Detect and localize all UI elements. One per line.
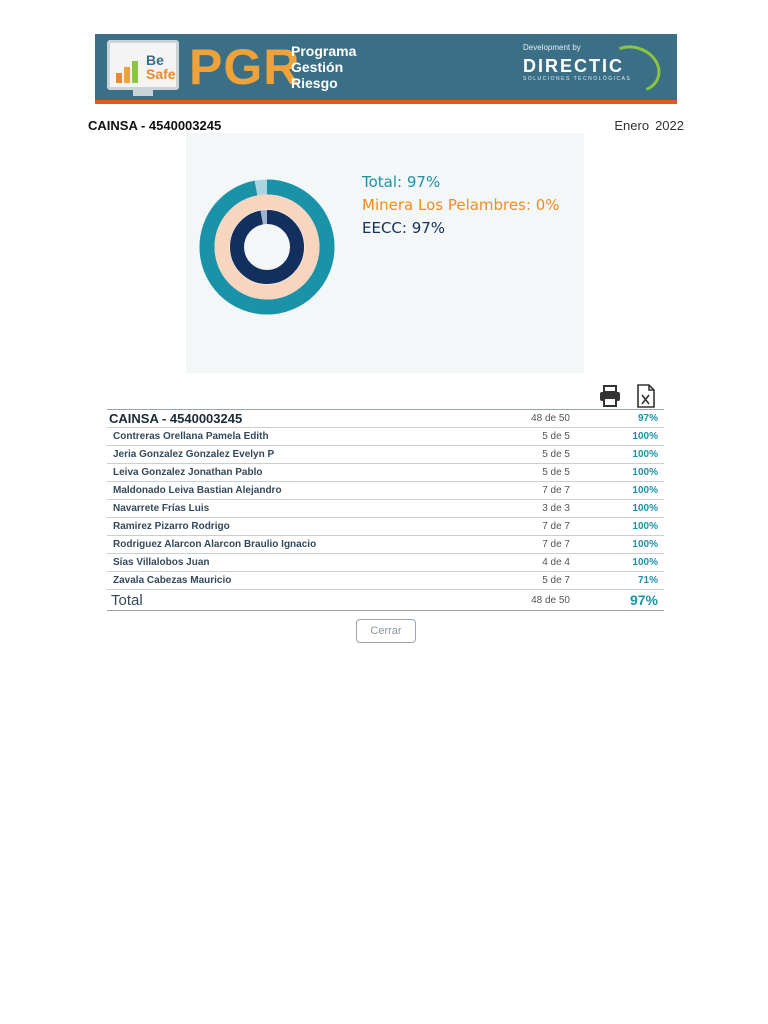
logo-line-2: Safe <box>146 66 176 82</box>
cell-count: 5 de 7 <box>474 572 612 590</box>
chart-panel <box>186 133 584 373</box>
close-button[interactable]: Cerrar <box>356 619 416 643</box>
table-row <box>107 572 664 590</box>
table-row <box>107 518 664 536</box>
cell-name: Contreras Orellana Pamela Edith <box>107 428 474 446</box>
cell-name: Maldonado Leiva Bastian Alejandro <box>107 482 474 500</box>
cell-count: 5 de 5 <box>474 428 612 446</box>
total-count: 48 de 50 <box>474 590 612 611</box>
cell-name: Rodriguez Alarcon Alarcon Braulio Ignacio <box>107 536 474 554</box>
results-table <box>107 409 664 611</box>
pgr-sub-line: Gestión <box>291 59 344 75</box>
table-row <box>107 446 664 464</box>
cell-name: Leiva Gonzalez Jonathan Pablo <box>107 464 474 482</box>
period-month: Enero <box>614 118 650 133</box>
period-year: 2022 <box>655 118 684 133</box>
table-total-row <box>107 590 664 611</box>
directic-arc-icon <box>599 38 667 100</box>
legend-minera: Minera Los Pelambres: 0% <box>362 196 560 214</box>
cell-count: 7 de 7 <box>474 482 612 500</box>
ring-value-2 <box>237 217 297 277</box>
table-row <box>107 536 664 554</box>
report-period <box>614 118 684 133</box>
cell-count: 7 de 7 <box>474 518 612 536</box>
cell-count: 4 de 4 <box>474 554 612 572</box>
cell-pct: 71% <box>612 572 664 590</box>
cell-name: Jeria Gonzalez Gonzalez Evelyn P <box>107 446 474 464</box>
cell-pct: 100% <box>612 482 664 500</box>
pgr-logo: PGR <box>189 39 301 95</box>
cell-pct: 100% <box>612 464 664 482</box>
cell-pct: 100% <box>612 554 664 572</box>
cell-name: Zavala Cabezas Mauricio <box>107 572 474 590</box>
cell-count: 3 de 3 <box>474 500 612 518</box>
pgr-sub-line: Riesgo <box>291 75 338 91</box>
cell-name: Sías Villalobos Juan <box>107 554 474 572</box>
export-toolbar <box>598 384 662 408</box>
table-row <box>107 554 664 572</box>
app-banner <box>95 34 677 104</box>
cell-count: 7 de 7 <box>474 536 612 554</box>
logo-line-1: Be <box>146 52 164 68</box>
header-company: CAINSA - 4540003245 <box>107 410 474 428</box>
pgr-subtitle <box>291 43 356 91</box>
table-header-row <box>107 410 664 428</box>
total-pct: 97% <box>612 590 664 611</box>
table-row <box>107 500 664 518</box>
cell-pct: 100% <box>612 428 664 446</box>
table-row <box>107 482 664 500</box>
pgr-sub-line: Programa <box>291 43 357 59</box>
cell-pct: 100% <box>612 518 664 536</box>
table-row <box>107 464 664 482</box>
cell-pct: 100% <box>612 446 664 464</box>
cell-name: Navarrete Frías Luis <box>107 500 474 518</box>
directic-subtitle: SOLUCIONES TECNOLÓGICAS <box>523 76 632 82</box>
monitor-stand <box>133 90 153 96</box>
development-by: Development by <box>523 43 581 52</box>
cell-count: 5 de 5 <box>474 464 612 482</box>
legend-eecc: EECC: 97% <box>362 219 446 237</box>
cell-pct: 100% <box>612 500 664 518</box>
company-title: CAINSA - 4540003245 <box>88 118 222 133</box>
chart-legend <box>362 171 560 240</box>
excel-file-icon[interactable] <box>636 384 660 408</box>
header-count: 48 de 50 <box>474 410 612 428</box>
besafe-logo <box>107 40 179 90</box>
total-name: Total <box>107 590 474 611</box>
header-pct: 97% <box>612 410 664 428</box>
cell-pct: 100% <box>612 536 664 554</box>
legend-total: Total: 97% <box>362 173 441 191</box>
cell-name: Ramirez Pizarro Rodrigo <box>107 518 474 536</box>
bar-chart-icon <box>116 55 146 83</box>
cell-count: 5 de 5 <box>474 446 612 464</box>
donut-chart <box>186 133 356 373</box>
table-row <box>107 428 664 446</box>
directic-logo: DIRECTIC <box>523 56 624 76</box>
printer-icon[interactable] <box>598 384 622 408</box>
